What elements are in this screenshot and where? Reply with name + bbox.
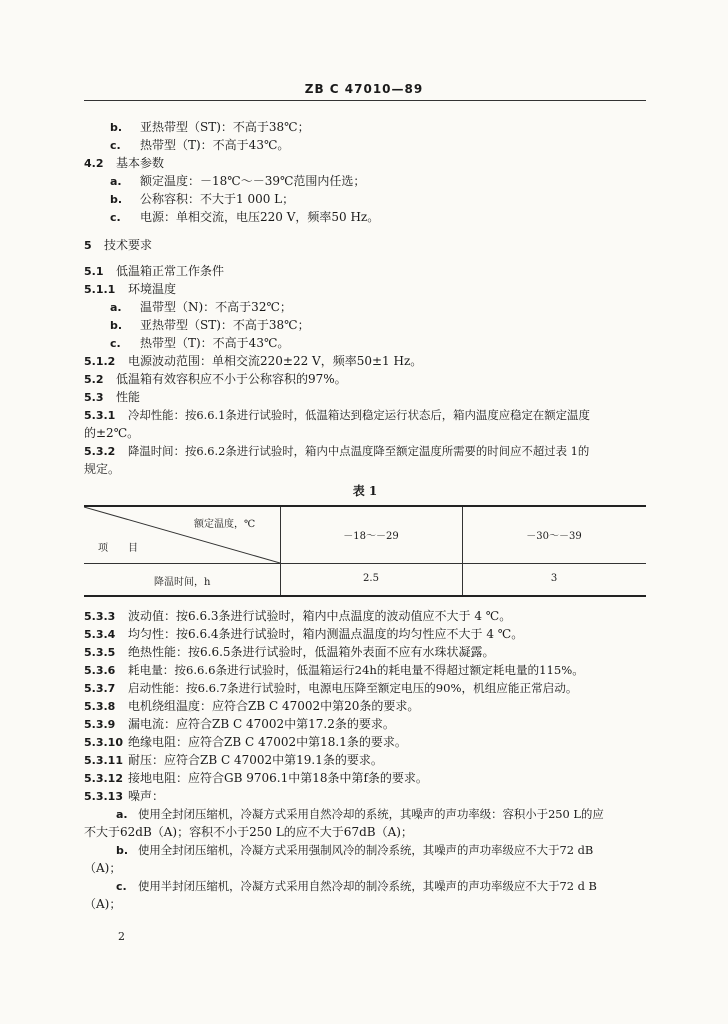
diagonal-header-bottom: 项 目 xyxy=(98,543,138,554)
table-caption: 表 1 xyxy=(352,484,378,498)
list-item: b. 使用全封闭压缩机，冷凝方式采用强制风冷的制冷系统，其噪声的声功率级应不大于72 dB xyxy=(116,843,594,857)
clause: 5.2 低温箱有效容积应不小于公称容积的97%。 xyxy=(84,372,347,386)
diagonal-header-top: 额定温度，℃ xyxy=(194,519,256,530)
section-heading: 5 技术要求 xyxy=(84,238,153,252)
list-item: a. 使用全封闭压缩机，冷凝方式采用自然冷却的系统，其噪声的声功率级：容积小于250 L的应 xyxy=(116,807,604,821)
clause: 5.3.4 均匀性：按6.6.4条进行试验时，箱内测温点温度的均匀性应不大于 4 ℃。 xyxy=(84,627,524,641)
column-header: －18～－29 xyxy=(343,531,399,542)
header-rule xyxy=(84,100,646,101)
list-item-continuation: （A)； xyxy=(84,861,122,875)
clause: 5.3.8 电机绕组温度：应符合ZB C 47002中第20条的要求。 xyxy=(84,699,420,713)
clause: 5.3.11 耐压：应符合ZB C 47002中第19.1条的要求。 xyxy=(84,753,383,767)
clause: 5.3.13 噪声： xyxy=(84,789,165,803)
clause: 5.3.10 绝缘电阻：应符合ZB C 47002中第18.1条的要求。 xyxy=(84,735,407,749)
data-table xyxy=(84,505,646,597)
section-heading: 4.2 基本参数 xyxy=(84,156,165,170)
document-code: ZB C 47010—89 xyxy=(304,82,424,96)
text-line: c. 电源：单相交流，电压220 V，频率50 Hz。 xyxy=(110,210,380,224)
text-line: b. 公称容积：不大于1 000 L； xyxy=(110,192,295,206)
column-header: －30～－39 xyxy=(526,531,582,542)
clause: 5.3.2 降温时间：按6.6.2条进行试验时，箱内中点温度降至额定温度所需要的时间应不超过表 1的 xyxy=(84,444,590,458)
page-number: 2 xyxy=(118,930,125,943)
text-line: a. 温带型（N)：不高于32℃； xyxy=(110,300,292,314)
text-line: b. 亚热带型（ST)：不高于38℃； xyxy=(110,318,310,332)
list-item: c. 使用半封闭压缩机，冷凝方式采用自然冷却的制冷系统，其噪声的声功率级应不大于72 d B xyxy=(116,879,597,893)
clause: 5.3.5 绝热性能：按6.6.5条进行试验时，低温箱外表面不应有水珠状凝露。 xyxy=(84,645,495,659)
row-label: 降温时间，h xyxy=(154,577,211,588)
clause: 5.3.6 耗电量：按6.6.6条进行试验时，低温箱运行24h的耗电量不得超过额定耗电量的115%。 xyxy=(84,663,584,677)
clause-continuation: 的±2℃。 xyxy=(84,426,140,440)
text-line: b. 亚热带型（ST)：不高于38℃； xyxy=(110,120,310,134)
clause: 5.3.12 接地电阻：应符合GB 9706.1中第18条中第f条的要求。 xyxy=(84,771,428,785)
clause: 5.3 性能 xyxy=(84,390,141,404)
clause: 5.3.1 冷却性能：按6.6.1条进行试验时，低温箱达到稳定运行状态后，箱内温度应稳定在额定温度 xyxy=(84,408,590,422)
clause: 5.3.7 启动性能：按6.6.7条进行试验时，电源电压降至额定电压的90%，机组应能正常启动。 xyxy=(84,681,578,695)
list-item-continuation: 不大于62dB（A)；容积不小于250 L的应不大于67dB（A)； xyxy=(84,825,413,839)
clause: 5.1.2 电源波动范围：单相交流220±22 V，频率50±1 Hz。 xyxy=(84,354,423,368)
row-divider xyxy=(84,563,646,564)
clause: 5.3.9 漏电流：应符合ZB C 47002中第17.2条的要求。 xyxy=(84,717,395,731)
section-heading: 5.1 低温箱正常工作条件 xyxy=(84,264,225,278)
clause: 5.3.3 波动值：按6.6.3条进行试验时，箱内中点温度的波动值应不大于 4 ℃。 xyxy=(84,609,512,623)
list-item-continuation: （A)； xyxy=(84,897,122,911)
text-line: c. 热带型（T)：不高于43℃。 xyxy=(110,138,290,152)
table-cell: 2.5 xyxy=(363,573,379,584)
text-line: a. 额定温度：－18℃～－39℃范围内任选； xyxy=(110,174,366,188)
section-heading: 5.1.1 环境温度 xyxy=(84,282,177,296)
clause-continuation: 规定。 xyxy=(84,462,121,476)
text-line: c. 热带型（T)：不高于43℃。 xyxy=(110,336,290,350)
table-cell: 3 xyxy=(550,573,558,584)
